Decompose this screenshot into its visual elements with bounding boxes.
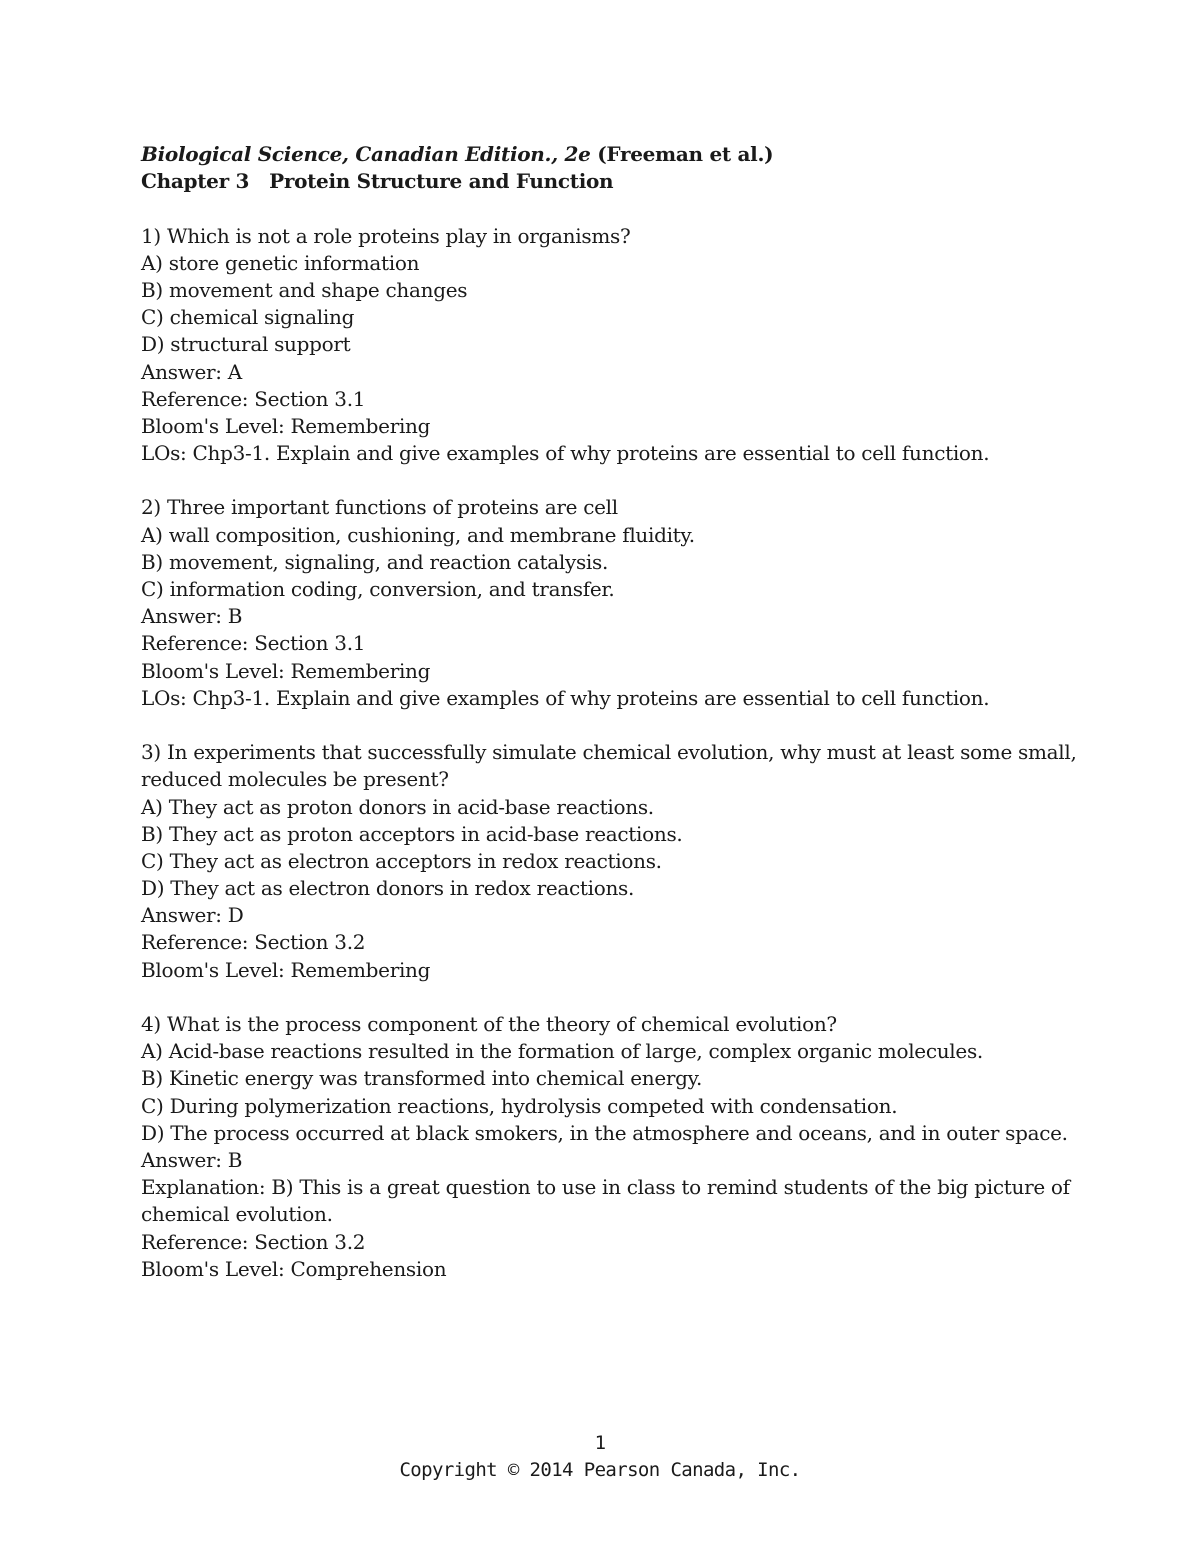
reference: Reference: Section 3.1 [141,631,366,656]
question-stem: 2) Three important functions of proteins are cell [141,495,618,520]
copyright-notice: Copyright © 2014 Pearson Canada, Inc. [399,1459,801,1481]
blooms-level: Bloom's Level: Remembering [141,957,431,982]
blooms-level: Bloom's Level: Comprehension [141,1256,447,1281]
answer-option: B) Kinetic energy was transformed into chemical energy. [141,1066,703,1091]
question-1 [141,223,1071,468]
answer-option: A) wall composition, cushioning, and membrane fluidity. [141,522,695,547]
answer-option: B) movement and shape changes [141,277,468,302]
answer-option: C) information coding, conversion, and transfer. [141,577,615,601]
spacer [141,195,1071,222]
book-authors: (Freeman et al.) [590,142,774,166]
reference: Reference: Section 3.1 [141,386,366,411]
reference: Reference: Section 3.2 [141,1229,366,1254]
blooms-level: Bloom's Level: Remembering [141,658,431,683]
question-2 [141,494,1071,712]
spacer [141,984,1071,1011]
chapter-title: Protein Structure and Function [269,169,614,194]
answer-option: D) The process occurred at black smokers, in the atmosphere and oceans, and in outer space. [141,1120,1068,1145]
answer-key: Answer: B [141,604,243,629]
answer-option: A) store genetic information [141,250,420,275]
answer-option: A) Acid-base reactions resulted in the formation of large, complex organic molecules. [141,1039,983,1064]
answer-key: Answer: D [141,903,244,928]
answer-option: B) movement, signaling, and reaction catalysis. [141,549,609,574]
question-stem: reduced molecules be present? [141,767,449,792]
document-title [141,141,1071,168]
question-stem: 4) What is the process component of the theory of chemical evolution? [141,1012,837,1036]
blooms-level: Bloom's Level: Remembering [141,413,431,438]
learning-objective: LOs: Chp3-1. Explain and give examples of why proteins are essential to cell function. [141,441,990,466]
explanation: Explanation: B) This is a great question to use in class to remind students of the big picture of [141,1175,1070,1200]
question-3 [141,739,1077,984]
answer-option: D) They act as electron donors in redox reactions. [141,876,635,901]
answer-key: Answer: A [141,359,242,384]
answer-option: C) chemical signaling [141,305,355,330]
answer-option: C) During polymerization reactions, hydrolysis competed with condensation. [141,1093,898,1118]
explanation: chemical evolution. [141,1202,333,1227]
answer-key: Answer: B [141,1147,243,1172]
question-4 [141,1011,1071,1283]
reference: Reference: Section 3.2 [141,930,366,955]
book-title: Biological Science, Canadian Edition., 2e [141,142,591,166]
document-page [141,141,1077,1283]
page-number: 1 [594,1432,606,1454]
spacer [141,712,1071,739]
answer-option: A) They act as proton donors in acid-base reactions. [141,794,654,819]
question-stem: 1) Which is not a role proteins play in organisms? [141,223,631,248]
question-stem: 3) In experiments that successfully simulate chemical evolution, why must at least some small, [141,740,1077,765]
chapter-heading [141,168,1071,195]
learning-objective: LOs: Chp3-1. Explain and give examples of why proteins are essential to cell function. [141,685,990,710]
answer-option: C) They act as electron acceptors in redox reactions. [141,848,662,873]
answer-option: B) They act as proton acceptors in acid-base reactions. [141,821,683,846]
spacer [141,467,1071,494]
answer-option: D) structural support [141,332,351,357]
chapter-number: Chapter 3 [141,169,250,194]
